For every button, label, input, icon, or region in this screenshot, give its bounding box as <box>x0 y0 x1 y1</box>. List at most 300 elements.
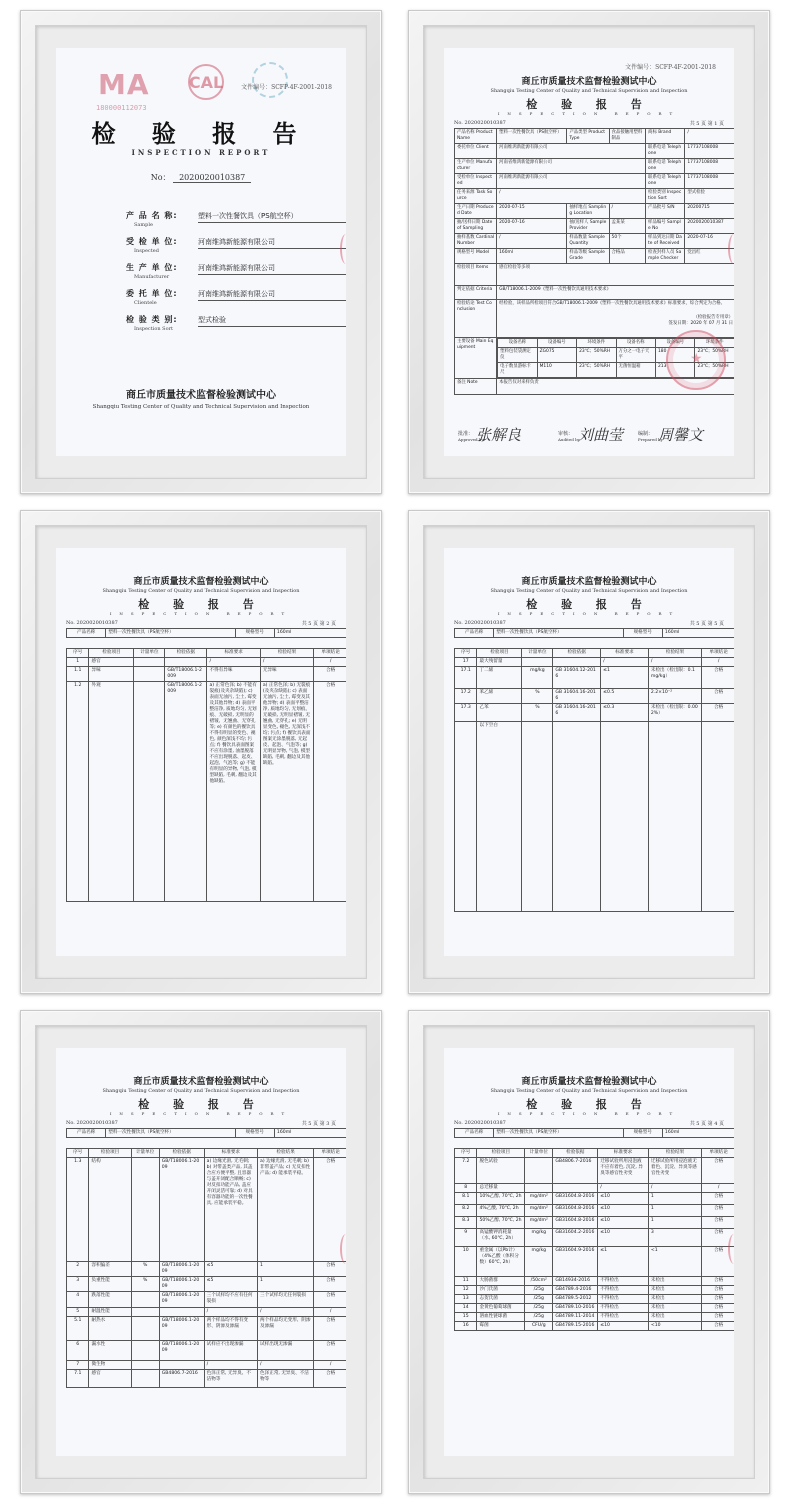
field-label: 样品等级 Sample Grade <box>567 249 609 264</box>
org-name: 商丘市质量技术监督检验测试中心 <box>133 1077 269 1087</box>
frame-mat <box>423 525 755 979</box>
table-cell: GB/T18006.1-2009 <box>159 1277 204 1292</box>
table-cell: 23℃；50%RH <box>695 348 734 363</box>
table-cell: 合格 <box>702 1217 734 1229</box>
table-cell: 7.2 <box>455 1158 477 1184</box>
table-cell: 10 <box>455 1247 477 1277</box>
table-cell: GB31604.8-2016 <box>553 1205 598 1217</box>
table-row <box>455 1313 735 1322</box>
cover-title-en: INSPECTION REPORT <box>131 148 271 157</box>
table-cell: 试样出现无渗漏 <box>258 1341 314 1361</box>
table-row <box>67 1317 347 1341</box>
table-cell: 试样应不出现渗漏 <box>204 1341 257 1361</box>
table-cell <box>159 1361 204 1370</box>
table-cell: / <box>598 1184 649 1193</box>
table-cell <box>131 1361 159 1370</box>
field-value: 河南省维鸿新能源有限公司 <box>497 159 646 174</box>
table-cell: 2 <box>67 1262 89 1277</box>
report-page-5 <box>444 548 734 956</box>
table-cell: 不得检出 <box>598 1286 649 1295</box>
table-cell: ≤5 <box>204 1262 257 1277</box>
table-cell: 合格 <box>314 1262 346 1277</box>
column-header: 检验结果 <box>260 649 313 658</box>
field-label-en: Clientele <box>134 300 157 306</box>
column-header: 计量单位 <box>131 1149 159 1158</box>
field-label: 联系电话 Telephone <box>646 174 685 189</box>
table-cell <box>702 722 734 912</box>
table-cell: 最大残留量 <box>477 658 522 667</box>
field-label: 生产单位 Manufacturer <box>455 159 497 174</box>
table-cell: 23℃；50%RH <box>695 363 734 378</box>
org-name: 商丘市质量技术监督检验测试中心 <box>133 577 269 587</box>
table-cell: 乙苯 <box>477 704 522 722</box>
column-header: 设备编号 <box>656 339 695 348</box>
field-value: 2020-07-16 <box>497 219 567 234</box>
cal-stamp: CAL <box>188 64 224 100</box>
results-table <box>66 1148 346 1388</box>
field-value: 孟某某 <box>609 219 646 234</box>
table-cell: GB31604.8-2016 <box>553 1217 598 1229</box>
table-cell: 8.2 <box>455 1205 477 1217</box>
field-value: 型式检验 <box>198 315 346 327</box>
report-title-en: INSPECTION REPORT <box>497 111 681 116</box>
column-header: 序号 <box>455 649 477 658</box>
cover-field <box>126 314 316 338</box>
preparer-signature: 周馨文 <box>658 426 704 444</box>
results-table <box>454 1148 734 1331</box>
product-header-table <box>66 1128 346 1138</box>
table-cell: 合格 <box>702 1247 734 1277</box>
table-cell <box>522 722 553 912</box>
column-header: 序号 <box>455 1149 477 1158</box>
table-cell <box>165 658 207 667</box>
table-cell: 合格 <box>314 682 346 902</box>
approved-label: 批准： <box>458 431 474 437</box>
report-title: 检 验 报 告 <box>526 98 652 111</box>
table-cell: / <box>702 1184 734 1193</box>
table-row <box>455 1229 735 1247</box>
field-value: / <box>609 204 646 219</box>
table-cell: 感官 <box>89 658 134 667</box>
table-cell: <1 <box>648 1247 701 1277</box>
field-label: 受 检 单 位: <box>126 237 178 246</box>
table-cell: 合格 <box>702 1158 734 1184</box>
field-label: 规格型号 Model <box>455 249 497 264</box>
table-cell: 合格 <box>314 1341 346 1361</box>
field-value: 50个 <box>609 234 646 249</box>
field-value: 河南维鸿新能源有限公司 <box>497 144 646 159</box>
field-label: 抽/送样人 Sample Provider <box>567 219 609 234</box>
field-value: 2020-07-16 <box>685 234 734 249</box>
report-no-label: No： <box>150 173 171 182</box>
table-cell: / <box>314 1361 346 1370</box>
table-row <box>67 682 347 902</box>
table-cell: GB4789.4-2016 <box>553 1286 598 1295</box>
table-cell: a) 正常色泽; b) 无裂痕(及夹杂缺陷); c) 表面无油污, 尘土, 霉变及其他异物; d) 表面平整洁净, 质地均匀, 无划痕、无破损, 无明显褶皱, 无翘曲, 无穿孔; e) 无明显变色, 褪色, 无深浅不均; 污点; f) 餐饮具表面图案无涂墨脱落, 无起皮、起泡、气泡等; g) 无明显异物, 气泡, 模型缺陷, 毛刺, 翻边及其他缺陷。 <box>260 682 313 902</box>
product-name-label: 产品名称 <box>67 629 106 638</box>
table-row <box>67 1341 347 1361</box>
spec-label: 规格型号 <box>623 629 662 638</box>
table-cell: 213 <box>656 363 695 378</box>
criteria-value: GB/T18006.1-2009《塑料一次性餐饮具通用技术要求》 <box>497 286 734 300</box>
table-cell: GB/T18006.1-2009 <box>165 682 207 902</box>
table-row <box>67 1277 347 1292</box>
table-row <box>455 174 735 189</box>
table-cell <box>159 1308 204 1317</box>
table-cell: CFU/g <box>525 1322 553 1331</box>
table-cell <box>131 1308 159 1317</box>
table-cell: 漏水性 <box>89 1341 131 1361</box>
prepared-label: 编制： <box>638 431 654 437</box>
table-cell: 脱色试验 <box>477 1158 525 1184</box>
frame-mat <box>35 525 367 979</box>
table-cell: a) 正常色泽; b) 不能有裂痕(及夹杂缺陷); c) 表面无油污, 尘土, 霉变及其他异物; d) 表面平整洁净, 质地均匀, 无划痕、无破损, 无明显的褶皱、无翘曲、无穿孔等; e) 有颜色的餐饮具不得有明显的变色、褪色, 颜色深浅不均; 污点; f) 餐饮具表面图案不应有涂墨, 油墨脱落不应出现脱落、起皮、起泡、气泡等; g) 不能有明显的异物, 气泡, 模型缺陷, 毛刺, 翻边及其他缺陷。 <box>207 682 260 902</box>
table-cell: 高锰酸钾消耗量（水, 60℃, 2h） <box>477 1229 525 1247</box>
meta-line <box>66 1120 336 1126</box>
table-row <box>67 1370 347 1388</box>
inspection-seal-icon <box>666 330 726 390</box>
table-cell: / <box>260 658 313 667</box>
table-cell: 3 <box>67 1277 89 1292</box>
table-cell: 6 <box>67 1341 89 1361</box>
report-cover-page <box>56 48 346 456</box>
table-cell: 13 <box>455 1295 477 1304</box>
table-cell: 霉菌 <box>477 1322 525 1331</box>
equipment-label: 主要设备 Main Equipment <box>455 338 497 379</box>
table-cell: M110 <box>537 363 576 378</box>
table-cell: 合格 <box>702 1304 734 1313</box>
report-page-4 <box>444 1048 734 1456</box>
column-header: 检验项目 <box>89 1149 131 1158</box>
field-label: 生产日期 Produced Date <box>455 204 497 219</box>
table-cell: / <box>207 658 260 667</box>
column-header: 单项结论 <box>314 1149 346 1158</box>
table-cell: GB14934-2016 <box>553 1277 598 1286</box>
table-cell <box>601 722 649 912</box>
table-cell: % <box>131 1262 159 1277</box>
org-name: 商丘市质量技术监督检验测试中心 <box>521 77 657 87</box>
column-header: 标准要求 <box>598 1149 649 1158</box>
meta-line <box>454 120 724 126</box>
table-cell: 合格 <box>702 1193 734 1205</box>
field-label-en: Sample <box>134 222 153 228</box>
meta-line <box>454 1120 724 1126</box>
report-page-2 <box>56 548 346 956</box>
table-cell: 塑料包装袋测定仪 <box>498 348 537 363</box>
table-header-row <box>67 1149 347 1158</box>
table-cell: a) 边缘光滑, 无毛刺; b) 对带盖类产品, 其盖合应方便平整, 且容器与盖开闭配合顺畅; c) 对反扣功能产品, 盖应开闭灵活可靠; d) 对具有容器功能的一次性餐具, 应能承装平稳。 <box>204 1158 257 1262</box>
table-row <box>455 1158 735 1184</box>
table-cell: 未检出 <box>648 1286 701 1295</box>
table-cell: / <box>314 658 346 667</box>
field-label-en: Manufacturer <box>134 274 170 280</box>
audited-label-en: Audited by <box>558 437 580 442</box>
org-name-en: Shangqiu Testing Center of Quality and Technical Supervision and Inspection <box>490 588 688 594</box>
table-cell: 未检出（检出限：0.1mg/kg） <box>648 667 701 689</box>
certificate-frame-summary <box>408 10 770 494</box>
table-cell: ≤10 <box>598 1193 649 1205</box>
column-header: 检验结果 <box>648 1149 701 1158</box>
column-header: 设备名称 <box>616 339 655 348</box>
table-cell: ≤0.3 <box>601 704 649 722</box>
table-cell: GB/T18006.1-2009 <box>159 1317 204 1341</box>
table-cell: 合格 <box>702 1229 734 1247</box>
table-cell: /50cm² <box>525 1277 553 1286</box>
table-cell: 合格 <box>314 1317 346 1341</box>
table-cell <box>131 1292 159 1308</box>
table-cell <box>455 722 477 912</box>
table-cell <box>134 682 165 902</box>
table-cell: / <box>204 1308 257 1317</box>
table-cell: GB4789.5-2012 <box>553 1295 598 1304</box>
table-cell: 异味 <box>89 667 134 682</box>
table-cell: 万分之一电子天平 <box>616 348 655 363</box>
report-title: 检 验 报 告 <box>526 1098 652 1111</box>
field-label: 抽/送样日期 Date of Sampling <box>455 219 497 234</box>
conclusion-text: 经检验，该样品所检项目符合GB/T18006.1-2009《塑料一次性餐饮具通用技术要求》标准要求，综合判定为合格。 <box>499 301 726 306</box>
table-row <box>455 1205 735 1217</box>
page-indicator: 共 5 页 第 2 页 <box>301 621 336 627</box>
table-cell: 合格 <box>702 1286 734 1295</box>
meta-line <box>66 620 336 626</box>
table-cell: 不得有异味 <box>207 667 260 682</box>
table-cell: 合格 <box>314 1158 346 1262</box>
table-row <box>455 144 735 159</box>
page-indicator: 共 5 页 第 4 页 <box>689 1121 724 1127</box>
table-cell: 不得检出 <box>598 1304 649 1313</box>
table-cell: 合格 <box>702 667 734 689</box>
field-value: 17737108008 <box>685 159 734 174</box>
table-cell: 无异味 <box>260 667 313 682</box>
spec-label: 规格型号 <box>235 629 274 638</box>
certificate-frame-page3 <box>20 1010 382 1494</box>
table-cell: / <box>702 658 734 667</box>
org-name-en: Shangqiu Testing Center of Quality and Technical Supervision and Inspection <box>102 588 300 594</box>
auditor-signature: 刘曲莹 <box>578 426 624 444</box>
table-cell: GB31604.9-2016 <box>553 1247 598 1277</box>
table-cell: 17.3 <box>455 704 477 722</box>
table-cell: 1 <box>648 1217 701 1229</box>
field-label: 抽样地点 Sampling Location <box>567 204 609 219</box>
org-name: 商丘市质量技术监督检验测试中心 <box>126 390 276 401</box>
org-name: 商丘市质量技术监督检验测试中心 <box>521 1077 657 1087</box>
table-row <box>455 658 735 667</box>
table-cell: % <box>131 1277 159 1292</box>
field-value: 160ml <box>497 249 567 264</box>
table-cell: 志贺氏菌 <box>477 1295 525 1304</box>
table-row <box>67 667 347 682</box>
column-header: 设备编号 <box>537 339 576 348</box>
table-cell: 重金属（以Pb计）（4%乙酸（体积分数）60℃, 2h） <box>477 1247 525 1277</box>
table-cell: 未检出 <box>648 1277 701 1286</box>
table-cell: mg/dm² <box>525 1205 553 1217</box>
spec-label: 规格型号 <box>235 1129 274 1138</box>
table-cell: 未检出 <box>648 1295 701 1304</box>
report-no: No. 2020020010387 <box>454 1120 506 1126</box>
certificate-frame-page5 <box>408 510 770 994</box>
table-cell: 两个样品均不得有变形、阴渗及渗漏 <box>204 1317 257 1341</box>
table-row <box>455 204 735 219</box>
table-cell: / <box>204 1361 257 1370</box>
field-label: 生 产 单 位: <box>126 263 178 272</box>
table-cell: 10%乙醇, 70℃, 2h <box>477 1193 525 1205</box>
report-title-en: INSPECTION REPORT <box>497 1111 681 1116</box>
table-row <box>455 667 735 689</box>
table-cell: 5 <box>67 1308 89 1317</box>
field-label: 样品数量 Sample Quantity <box>567 234 609 249</box>
field-label: 任务来源 Task Source <box>455 189 497 204</box>
table-cell <box>131 1158 159 1262</box>
table-cell: 不得检出 <box>598 1295 649 1304</box>
spec-value: 160ml <box>274 1129 346 1138</box>
table-row <box>455 249 735 264</box>
table-cell: 感官 <box>89 1370 131 1388</box>
table-row <box>455 1322 735 1331</box>
table-cell: / <box>601 658 649 667</box>
field-value: 塑料一次性餐饮具（PS航空杯） <box>198 211 346 223</box>
table-cell: GB 31604.16-2016 <box>553 689 601 704</box>
table-cell: % <box>522 689 553 704</box>
table-cell: 1 <box>648 1205 701 1217</box>
table-cell: 7.1 <box>67 1370 89 1388</box>
blue-seal-icon <box>252 62 288 98</box>
table-cell: ≤1 <box>598 1247 649 1277</box>
table-cell: 外观 <box>89 682 134 902</box>
table-row <box>455 1304 735 1313</box>
table-cell: 12 <box>455 1286 477 1295</box>
table-cell: mg/kg <box>525 1247 553 1277</box>
table-cell: 8.1 <box>455 1193 477 1205</box>
product-header-table <box>454 628 734 638</box>
product-name-label: 产品名称 <box>67 1129 106 1138</box>
certificate-frame-cover <box>20 10 382 494</box>
table-cell: ≤10 <box>598 1229 649 1247</box>
table-cell: 1.3 <box>67 1158 89 1262</box>
table-cell: / <box>258 1308 314 1317</box>
frame-mat <box>423 1025 755 1479</box>
field-label: 委 托 单 位: <box>126 289 178 298</box>
org-name: 商丘市质量技术监督检验测试中心 <box>521 577 657 587</box>
table-row <box>455 1184 735 1193</box>
field-label: 产品类型 Product Type <box>567 129 609 144</box>
product-name-value: 塑料一次性餐饮具（PS航空杯） <box>106 1129 235 1138</box>
prepared-label-en: Prepared by <box>638 437 663 442</box>
table-cell: 16 <box>455 1322 477 1331</box>
table-cell: 耐温性能 <box>89 1308 131 1317</box>
field-label: 产品批号 S/N <box>646 204 685 219</box>
cover-field <box>126 236 316 260</box>
table-cell: 1.2 <box>67 682 89 902</box>
table-cell: 苯乙烯 <box>477 689 522 704</box>
table-cell: 容积偏差 <box>89 1262 131 1277</box>
table-cell: GB 31604.16-2016 <box>553 704 601 722</box>
report-no: No. 2020020010387 <box>454 120 506 126</box>
field-value: / <box>497 189 646 204</box>
column-header: 检验依据 <box>553 649 601 658</box>
table-cell: 50%乙醇, 70℃, 2h <box>477 1217 525 1229</box>
report-title-en: INSPECTION REPORT <box>109 611 293 616</box>
column-header: 检验依据 <box>159 1149 204 1158</box>
table-cell <box>525 1184 553 1193</box>
table-cell: 17.1 <box>455 667 477 689</box>
remark-value: 本报告仅对来样负责 <box>497 379 734 395</box>
seal-edge-mark <box>340 1234 346 1264</box>
table-row <box>67 1308 347 1317</box>
table-cell: 7 <box>67 1361 89 1370</box>
org-name-en: Shangqiu Testing Center of Quality and Technical Supervision and Inspection <box>92 404 310 410</box>
table-cell: 跌落性能 <box>89 1292 131 1308</box>
table-cell: <10 <box>648 1322 701 1331</box>
table-cell <box>522 658 553 667</box>
seal-edge-mark <box>340 234 346 264</box>
field-label: 受检单位 Inspected <box>455 174 497 189</box>
column-header: 单项结论 <box>702 1149 734 1158</box>
product-header-table <box>66 628 346 638</box>
column-header: 检验结果 <box>648 649 701 658</box>
column-header: 设备名称 <box>498 339 537 348</box>
page-indicator: 共 5 页 第 1 页 <box>689 121 724 127</box>
table-cell: 合格 <box>702 1205 734 1217</box>
table-cell <box>131 1370 159 1388</box>
field-value: / <box>685 129 734 144</box>
field-label: 检查封样人员 Sample Checker <box>646 249 685 264</box>
seal-edge-mark <box>728 234 734 264</box>
table-cell: 9 <box>455 1229 477 1247</box>
table-row <box>67 1158 347 1262</box>
table-cell: GB4806.7-2016 <box>159 1370 204 1388</box>
table-row <box>455 689 735 704</box>
org-name-en: Shangqiu Testing Center of Quality and Technical Supervision and Inspection <box>490 1088 688 1094</box>
table-cell: 不得检出 <box>598 1313 649 1322</box>
report-no: No. 2020020010387 <box>454 620 506 626</box>
table-row <box>455 234 735 249</box>
column-header: 检验项目 <box>477 649 522 658</box>
table-cell: 电子数显游标卡尺 <box>498 363 537 378</box>
table-cell: 180 <box>656 348 695 363</box>
field-value: 17737108008 <box>685 174 734 189</box>
field-value: 党昌红 <box>685 249 734 264</box>
column-header: 标准要求 <box>204 1149 257 1158</box>
field-label-en: Inspected <box>134 248 159 254</box>
table-cell <box>648 722 701 912</box>
field-value: 2020020010387 <box>685 219 734 234</box>
table-header-row <box>455 1149 735 1158</box>
table-row <box>455 129 735 144</box>
column-header: 计量单位 <box>522 649 553 658</box>
table-cell: ≤1 <box>601 667 649 689</box>
report-title-en: INSPECTION REPORT <box>109 1111 293 1116</box>
table-cell: 以下空白 <box>477 722 522 912</box>
field-value: 河南维鸿新能源有限公司 <box>198 237 346 249</box>
table-cell: / <box>648 658 701 667</box>
table-cell: 23℃；50%RH <box>577 363 616 378</box>
table-cell: ≤5 <box>204 1277 257 1292</box>
table-cell: 1.1 <box>67 667 89 682</box>
table-cell: 溶血性链球菌 <box>477 1313 525 1322</box>
field-label: 检验类别 Inspection Sort <box>646 189 685 204</box>
table-cell: GB31604.2-2016 <box>553 1229 598 1247</box>
table-cell: 合格 <box>702 1277 734 1286</box>
conclusion-stamp-text: （检验报告专用章） <box>693 315 733 320</box>
table-cell: 色泽正常, 无异臭、不洁物等 <box>258 1370 314 1388</box>
frame-mat <box>35 25 367 479</box>
report-title: 检 验 报 告 <box>138 1098 264 1111</box>
column-header: 计量单位 <box>525 1149 553 1158</box>
table-row <box>455 722 735 912</box>
field-label: 联系电话 Telephone <box>646 144 685 159</box>
cover-fields <box>126 210 316 340</box>
table-cell: 合格 <box>702 1295 734 1304</box>
